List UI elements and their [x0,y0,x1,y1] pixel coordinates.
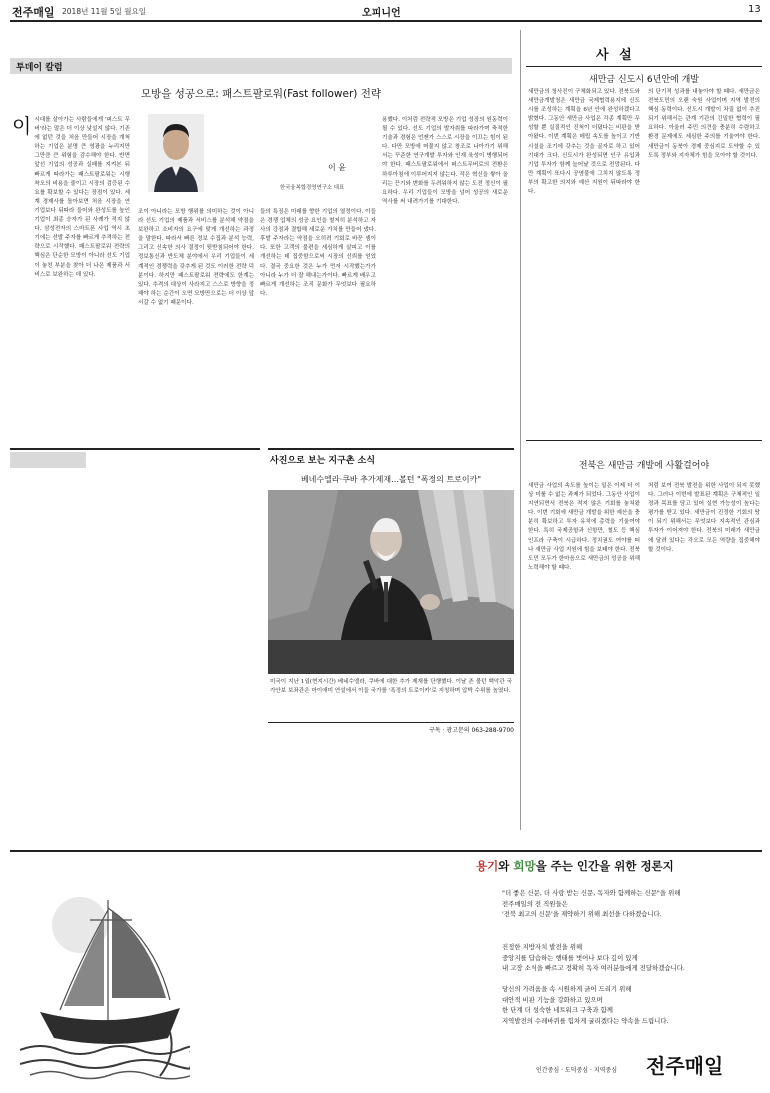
today-column-title: 모방을 성공으로: 패스트팔로워(Fast follower) 전략 [140,88,382,100]
ship-illustration [20,880,190,1080]
masthead [0,0,770,22]
editorial-mid-rule [526,440,762,441]
editorial-body-3: 새만금 사업의 속도를 높이는 일은 이제 더 이상 미룰 수 없는 과제가 되었다. 그동안 사업이 지연되면서 전북은 적지 않은 기회를 놓쳐왔다. 이번 기회에 새만금 개발을 위한 예산을 충분히 확보하고 투자 유치에 총력을 기울여야 한다. 특히 국제공항과 신항만, 철도 등 핵심 인프라 구축이 시급하다. 정치권도 여야를 떠나 새만금 사업 지원에 힘을 보태야 한다. 전북도민 모두가 한마음으로 새만금의 성공을 위해 노력해야 할 때다. [528,483,640,571]
photo-news-title: 베네수엘라·쿠바 추가제재…볼턴 "폭정의 트로이카" [300,475,482,484]
today-column [10,58,512,443]
page-number: 13 [748,4,761,15]
photo-news-top-rule [268,448,514,450]
photo-news [268,448,514,843]
author-photo [148,114,204,192]
ad-headline-hope: 희망 [513,859,536,873]
reader-column-label-bar [10,452,86,468]
editorial [526,30,762,830]
column-divider [520,30,521,830]
today-column-label: 투데이 칼럼 [16,63,63,73]
editorial-title-2: 전북은 새만금 개발에 사활걸어야 [578,461,710,471]
editorial-title-1: 새만금 신도시 6년안에 개발 [589,75,699,85]
author-name: 이 윤 [328,163,346,172]
editorial-label: 사 설 [596,48,635,63]
masthead-rule [10,20,762,22]
editorial-body-4: 처럼 보여 전북 발전을 위한 사업이 되지 못했다. 그러나 이번에 발표된 계획은 구체적인 일정과 목표를 담고 있어 실현 가능성이 높다는 평가를 받고 있다. 새만금이 진정한 기회의 땅이 되기 위해서는 무엇보다 지속적인 관심과 투자가 이어져야 한다. 전북의 미래가 새만금에 달려 있다는 각오로 모든 역량을 집중해야 할 것이다. [648,483,760,553]
ad-headline-and: 와 [498,859,514,873]
drop-cap: 이 [12,114,32,138]
ad-brand: 전주매일 [646,1054,724,1078]
ad-paragraph-3: 당신의 가려움을 속 시원하게 긁어 드리기 위해 대안적 비판 기능을 강화하고 있으며 한 단계 더 성숙한 네트워크 구축과 함께 지역발전의 수레바퀴를 힘차게 굴리겠다는 약속을 드립니다. [502,985,669,1025]
author-affiliation: 한국융복합경영연구소 대표 [280,185,345,191]
subscribe-info: 구독 · 광고문의 063-288-9700 [429,727,514,734]
ad-top-rule [10,850,762,852]
today-column-col1 [12,116,130,426]
subscribe-rule [268,722,514,723]
reader-column-body-2 [138,498,258,823]
ad-slogan: 인간중심 · 도덕중심 · 지역중심 [536,1067,617,1074]
reader-column-top-rule [10,448,260,450]
today-column-label-bar [10,58,512,74]
today-column-body-2: 조이 아니라는 모방 행위를 의미하는 것이 아니라 선도 기업의 제품과 서비스를 분석해 약점을 보완하고 소비자의 요구에 맞게 개선하는 과정을 말한다. 따라서 빠른 정보 수집과 분석 능력, 그리고 신속한 의사 결정이 뒷받침되어야 한다. 정보통신과 반도체 분야에서 우리 기업들이 세계적인 경쟁력을 갖추게 된 것도 이러한 전략 덕분이다. 하지만 패스트팔로워 전략에도 한계는 있다. 추격의 대상이 사라지고 스스로 방향을 정해야 하는 순간이 오면 모방만으로는 더 이상 앞서갈 수 없기 때문이다. [138,209,254,306]
ad-headline-rest: 을 주는 인간을 위한 정론지 [535,859,674,873]
section-name: 오피니언 [362,8,401,19]
editorial-body-2: 의 단기적 성과를 내놓아야 할 때다. 새만금은 전북도민의 오랜 숙원 사업이며 지역 발전의 핵심 동력이다. 신도시 개발이 차질 없이 추진되기 위해서는 관계 기관의 긴밀한 협력이 필요하다. 아울러 주민 의견을 충분히 수렴하고 환경 문제에도 세심한 주의를 기울여야 한다. 새만금이 동북아 경제 중심지로 도약할 수 있도록 정부와 지자체가 힘을 모아야 할 것이다. [648,89,760,159]
ad-headline [476,858,674,874]
photo-caption: 미국이 지난 1일(현지시간) 베네수엘라, 쿠바에 대한 추가 제재를 단행했다. 이날 존 볼턴 백악관 국가안보 보좌관은 마이애미 연설에서 이들 국가를 '폭정의 트로이카'로 지칭하며 압박 수위를 높였다. [270,679,512,695]
issue-date: 2018년 11월 5일 월요일 [62,7,147,16]
today-column-body-4: 용했다. 이처럼 전략적 모방은 기업 성장의 원동력이 될 수 있다. 선도 기업의 발자취를 따라가며 축적한 기술과 경험은 언젠가 스스로 시장을 이끄는 힘이 된다. 다만 모방에 머물지 않고 창조로 나아가기 위해서는 꾸준한 연구개발 투자와 인재 육성이 병행되어야 한다. 패스트팔로워에서 퍼스트무버로의 전환은 하루아침에 이루어지지 않는다. 작은 혁신을 쌓아 올리는 끈기와 변화를 두려워하지 않는 도전 정신이 필요하다. 우리 기업들이 모방을 넘어 성공의 새로운 역사를 써 내려가기를 기대한다. [382,117,508,205]
news-photo [268,490,514,674]
promo-ad [10,850,762,1085]
reader-column-body-1 [12,498,130,838]
ad-paragraph-2: 진정한 지방자치 발전을 위해 중앙지를 답습하는 행태를 벗어나 보다 깊이 있게 내 고장 소식을 빠르고 정확히 독자 여러분들에게 전달하겠습니다. [502,943,685,972]
today-column-body-1: 시대를 살아가는 사람들에게 '퍼스트 무버'라는 말은 더 이상 낯설지 않다. 기존에 없던 것을 처음 만들어 시장을 개척하는 기업은 분명 큰 영광을 누리지만 그만큼 큰 위험을 감수해야 한다. 반면 앞선 기업의 성공과 실패를 지켜본 뒤 빠르게 따라가는 패스트팔로워는 시행착오의 비용을 줄이고 시장의 검증된 수요를 확보할 수 있다는 장점이 있다. 세계 경제사를 돌아보면 처음 시장을 연 기업보다 뒤따라 들어와 완성도를 높인 기업이 최종 승자가 된 사례가 적지 않다. 삼성전자의 스마트폰 사업 역시 초기에는 선발 주자를 빠르게 추격하는 전략으로 시작했다. 패스트팔로워 전략의 핵심은 단순한 모방이 아니라 선도 기업이 놓친 부분을 찾아 더 나은 제품과 서비스로 보완하는 데 있다. [34,117,130,278]
ad-headline-courage: 용기 [476,859,499,873]
today-column-body-3: 들의 특징은 미래를 향한 기업의 열정이다. 이들은 경쟁 업체의 성공 요인을 철저히 분석하고 자사의 강점과 결합해 새로운 가치를 만들어 냈다. 후발 주자라는 약점을 오히려 기회로 바꾼 셈이다. 또한 고객의 불편을 세심하게 살피고 이를 개선하는 데 집중함으로써 시장의 신뢰를 얻었다. 결국 중요한 것은 누가 먼저 시작했는가가 아니라 누가 더 잘 해내는가이다. 빠르게 배우고 빠르게 개선하는 조직 문화가 무엇보다 필요하다. [260,209,376,297]
ad-paragraph-1: "더 좋은 신문, 더 사랑 받는 신문, 독자와 함께하는 신문"을 위해 전주매일의 전 직원들은 '전북 최고의 신문'을 재약하기 위해 최선을 다하겠습니다. [502,889,681,918]
reader-column [10,448,260,843]
photo-news-label: 사진으로 보는 지구촌 소식 [270,456,376,466]
editorial-label-rule [526,66,762,67]
paper-name: 전주매일 [12,6,55,19]
editorial-body-1: 새만금의 청사진이 구체화되고 있다. 전북도와 새만금개발청은 새만금 국제협력용지에 신도시를 조성하는 계획을 6년 안에 완성하겠다고 밝혔다. 그동안 새만금 사업은 각종 계획만 무성할 뿐 실질적인 진척이 더뎠다는 비판을 받아왔다. 이번 계획은 매립 속도를 높이고 기반 시설을 조기에 갖추는 것을 골자로 하고 있어 기대가 크다. 신도시가 완성되면 인구 유입과 기업 투자가 함께 늘어날 것으로 전망된다. 다만 계획이 또다시 공염불에 그치지 않도록 정부의 확고한 의지와 예산 지원이 뒤따라야 한다. [528,89,640,196]
